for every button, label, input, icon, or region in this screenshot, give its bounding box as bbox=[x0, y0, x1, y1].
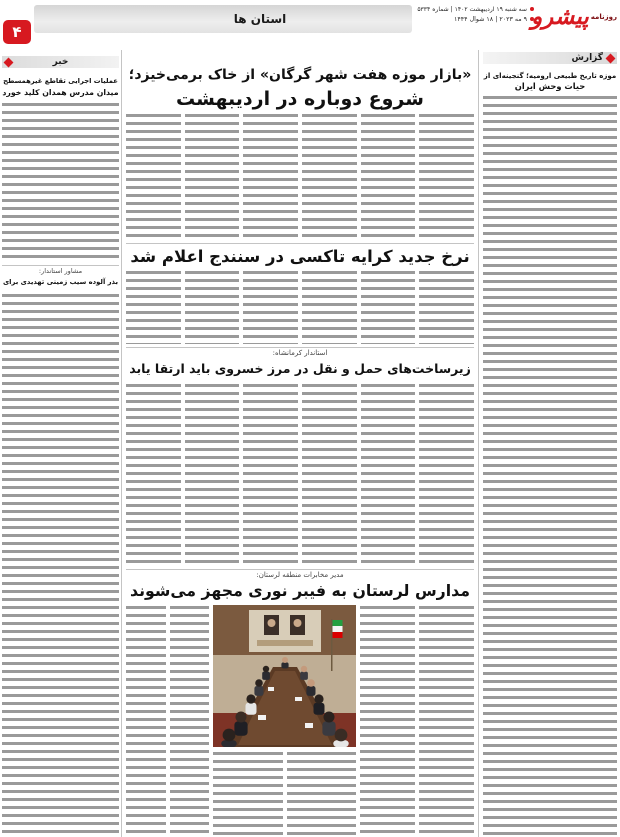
flag-pole bbox=[331, 619, 333, 671]
portrait-face-right bbox=[294, 619, 302, 627]
news-1-headline-line-1: عملیات اجرایی تقاطع غیرهمسطح bbox=[3, 77, 118, 85]
person bbox=[234, 712, 247, 736]
person-body bbox=[281, 662, 288, 668]
person-head bbox=[246, 694, 255, 703]
khosravi-border-article-body bbox=[126, 384, 474, 566]
lorestan-fiber-body-left bbox=[126, 606, 209, 836]
person-body bbox=[262, 672, 270, 680]
report-headline-line-1: موزه تاریخ طبیعی ارومیه؛ گنجینه‌ای از bbox=[483, 71, 617, 80]
red-diamond-icon bbox=[606, 53, 616, 63]
report-headline-line-2: حیات وحش ایران bbox=[514, 81, 586, 91]
lorestan-fiber-kicker: مدیر مخابرات منطقه لرستان: bbox=[256, 571, 344, 579]
text-column bbox=[419, 114, 474, 240]
person-head bbox=[335, 729, 348, 742]
person-head bbox=[236, 712, 247, 723]
person-head bbox=[282, 657, 288, 663]
person bbox=[262, 666, 270, 680]
person bbox=[314, 694, 325, 714]
newspaper-logo bbox=[531, 1, 617, 33]
text-column bbox=[361, 114, 416, 240]
person-body bbox=[300, 672, 308, 680]
person-head bbox=[301, 666, 307, 672]
text-column bbox=[243, 384, 298, 566]
flag-green-stripe bbox=[333, 620, 343, 626]
text-column bbox=[287, 752, 357, 836]
person-head bbox=[223, 729, 236, 742]
person bbox=[246, 694, 257, 714]
person-head bbox=[324, 712, 335, 723]
table-document bbox=[305, 723, 313, 728]
text-column bbox=[419, 384, 474, 566]
text-column bbox=[361, 384, 416, 566]
text-column bbox=[126, 384, 181, 566]
text-column bbox=[185, 114, 240, 240]
table-document bbox=[295, 697, 302, 701]
column-divider-left bbox=[121, 50, 122, 837]
person bbox=[322, 712, 335, 736]
logo-wordmark: پیشرو bbox=[531, 4, 589, 30]
news-1-headline-line-2: میدان مدرس همدان کلید خورد bbox=[2, 88, 119, 97]
person-body bbox=[254, 686, 263, 696]
story-separator bbox=[126, 569, 474, 570]
lorestan-fiber-body-under-photo bbox=[213, 752, 356, 836]
table-document bbox=[258, 715, 266, 720]
lorestan-fiber-headline: مدارس لرستان به فیبر نوری مجهز می‌شوند bbox=[129, 581, 471, 600]
lorestan-fiber-body-right bbox=[360, 606, 474, 836]
khosravi-border-headline: زیرساخت‌های حمل و نقل در مرز خسروی باید ارتقا یابد bbox=[129, 361, 471, 376]
text-column bbox=[185, 384, 240, 566]
text-column bbox=[126, 271, 181, 344]
text-column bbox=[126, 114, 181, 240]
taxi-fare-headline: نرخ جدید کرایه تاکسی در سنندج اعلام شد bbox=[130, 247, 470, 266]
person bbox=[254, 679, 263, 696]
table-document bbox=[268, 687, 274, 691]
person bbox=[306, 679, 315, 696]
section-label-report bbox=[483, 52, 617, 64]
page-number: ۴ bbox=[12, 23, 22, 41]
flag-white-stripe bbox=[333, 626, 343, 632]
issue-dateline bbox=[414, 5, 534, 25]
khosravi-border-kicker: استاندار کرمانشاه: bbox=[272, 349, 328, 357]
page-number-badge bbox=[3, 20, 31, 44]
person-head bbox=[307, 679, 315, 687]
logo-prefix: روزنامه bbox=[590, 13, 617, 21]
dateline-solar: سه شنبه ۱۹ اردیبهشت ۱۴۰۲ | شماره ۵۳۳۴ bbox=[414, 5, 534, 15]
person-head bbox=[255, 679, 263, 687]
story-separator bbox=[126, 347, 474, 348]
section-label-text: خبر bbox=[52, 57, 69, 67]
red-diamond-icon bbox=[4, 57, 14, 67]
gorgan-museum-article-body bbox=[126, 114, 474, 240]
meeting-photo bbox=[213, 605, 356, 747]
gorgan-museum-headline-line-2: شروع دوباره در اردیبهشت bbox=[176, 88, 424, 110]
person bbox=[281, 657, 288, 668]
text-column bbox=[419, 271, 474, 344]
taxi-fare-article-body bbox=[126, 271, 474, 344]
person-body bbox=[234, 721, 247, 735]
report-article-body bbox=[483, 96, 617, 836]
person-body bbox=[306, 686, 315, 696]
text-column bbox=[170, 606, 210, 836]
news-2-kicker: مشاور استاندار: bbox=[38, 267, 83, 275]
text-column bbox=[302, 384, 357, 566]
portrait-face-left bbox=[268, 619, 276, 627]
news-1-article-body bbox=[2, 103, 119, 263]
column-divider-right bbox=[478, 50, 479, 837]
text-column bbox=[185, 271, 240, 344]
person bbox=[300, 666, 308, 680]
section-label-text: گزارش bbox=[571, 53, 603, 63]
text-column bbox=[126, 606, 166, 836]
section-label-news bbox=[2, 56, 119, 68]
person-body bbox=[322, 721, 335, 735]
news-2-article-body bbox=[2, 294, 119, 836]
text-column bbox=[360, 606, 415, 836]
text-column bbox=[243, 114, 298, 240]
person-body bbox=[246, 703, 257, 715]
text-column bbox=[419, 606, 474, 836]
page-section-title: استان ها bbox=[233, 12, 287, 26]
text-column bbox=[361, 271, 416, 344]
text-column bbox=[302, 114, 357, 240]
story-separator bbox=[126, 243, 474, 244]
person-head bbox=[314, 694, 323, 703]
person-body bbox=[314, 703, 325, 715]
text-column bbox=[243, 271, 298, 344]
news-story-separator bbox=[2, 265, 119, 266]
dateline-gregorian-lunar: ۹ مه ۲۰۲۳ | ۱۸ شوال ۱۴۴۴ bbox=[414, 15, 534, 25]
text-column bbox=[213, 752, 283, 836]
gorgan-museum-headline-line-1: «بازار موزه هفت شهر گرگان» از خاک برمی‌خیزد؛ bbox=[128, 67, 472, 83]
flag-red-stripe bbox=[333, 632, 343, 638]
text-column bbox=[302, 271, 357, 344]
news-2-headline: بذر آلوده سیب زمینی تهدیدی برای bbox=[2, 278, 119, 286]
backboard-banner bbox=[257, 640, 313, 646]
person-head bbox=[263, 666, 269, 672]
